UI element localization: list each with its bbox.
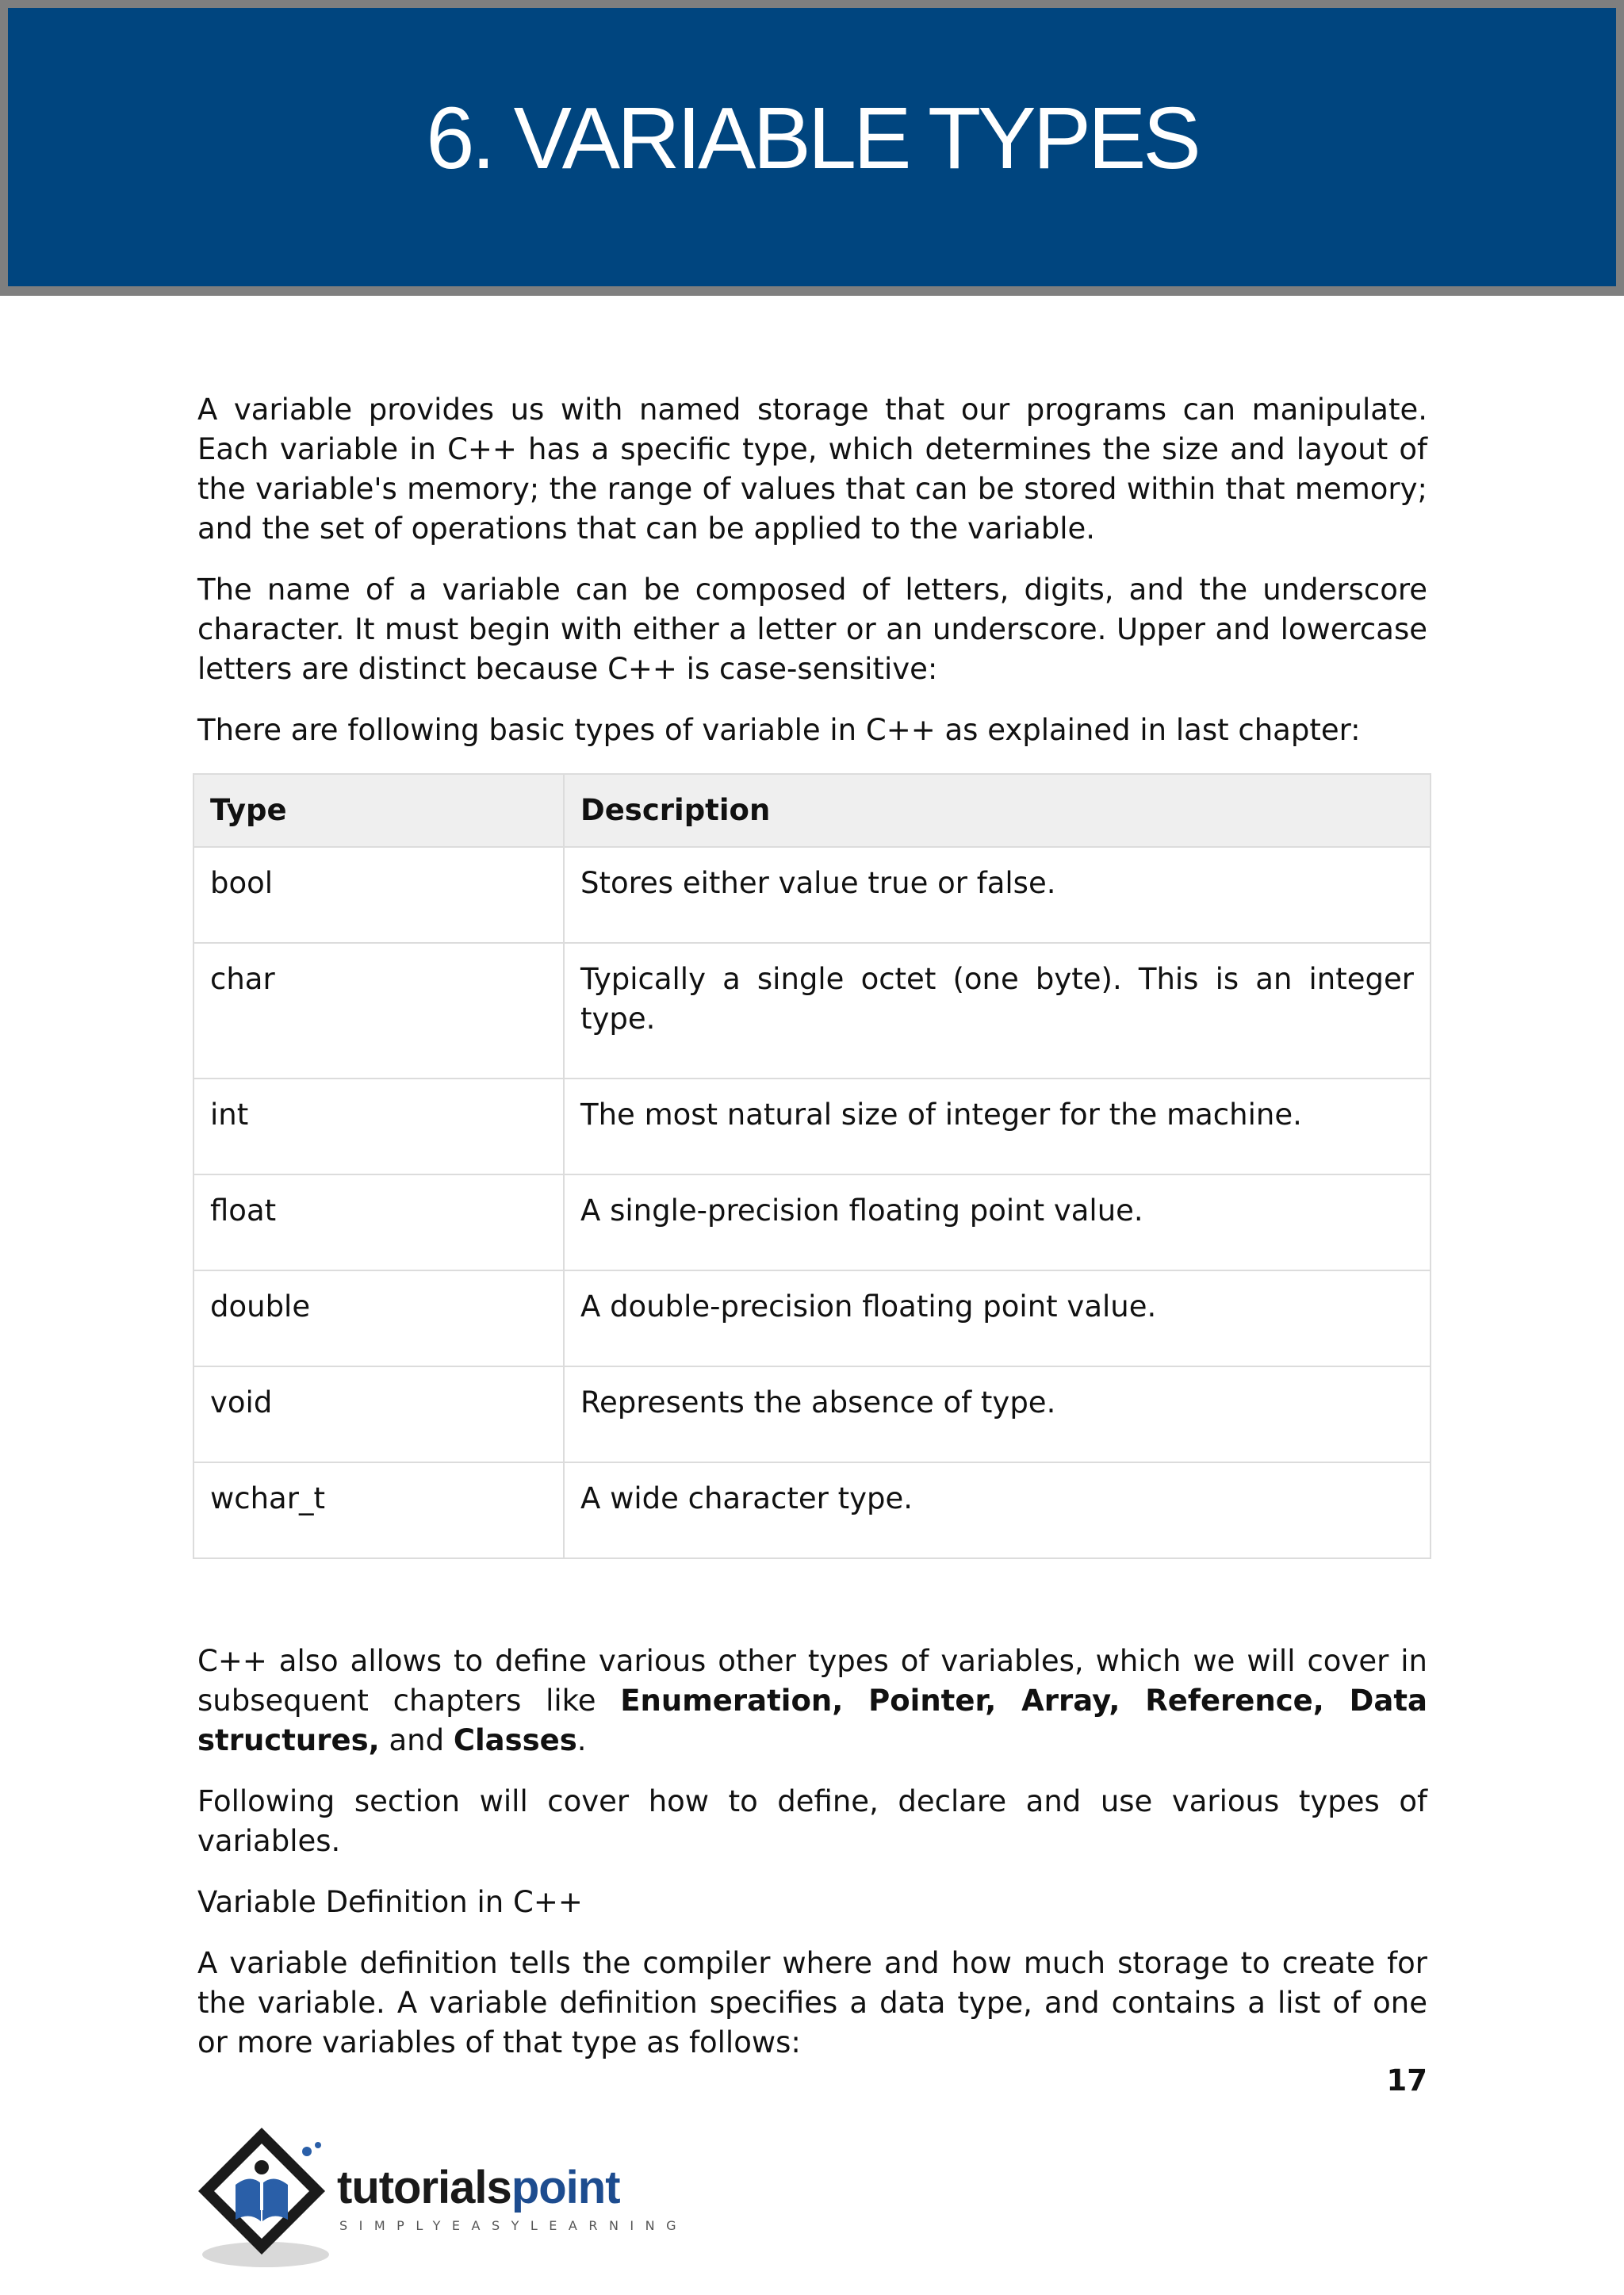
section-subheading: Variable Definition in C++ (197, 1885, 583, 1919)
logo-diamond-icon (194, 2121, 337, 2280)
table-row (193, 1366, 1431, 1462)
other-types-paragraph (197, 1642, 1427, 1761)
other-types-and: and (379, 1723, 454, 1757)
table-row (193, 1079, 1431, 1174)
other-types-lead: C++ also allows to define various other types of variables, which we will cover in subsequent chapters like (197, 1644, 1427, 1718)
description-cell: A wide character type. (564, 1462, 1431, 1558)
page-number: 17 (1386, 2063, 1427, 2098)
description-cell: The most natural size of integer for the machine. (564, 1079, 1431, 1174)
other-types-end: . (576, 1723, 587, 1757)
intro-paragraph-3: There are following basic types of variable in C++ as explained in last chapter: (197, 713, 1361, 747)
following-paragraph: Following section will cover how to define, declare and use various types of variables. (197, 1784, 1427, 1858)
type-cell: bool (193, 847, 564, 943)
page-title: 6. VARIABLE TYPES (426, 90, 1198, 187)
table-row (193, 1270, 1431, 1366)
header-type: Type (193, 774, 564, 847)
table-row (193, 943, 1431, 1079)
logo-tagline: SIMPLYEASYLEARNING (339, 2218, 688, 2233)
description-cell: Stores either value true or false. (564, 847, 1431, 943)
header-description: Description (564, 774, 1431, 847)
logo-wordmark-part2: point (511, 2162, 620, 2213)
table-header-row (193, 774, 1431, 847)
type-cell: wchar_t (193, 1462, 564, 1558)
after-table-section (197, 1642, 1427, 2063)
intro-paragraph-2: The name of a variable can be composed of letters, digits, and the underscore character. It must begin with either a letter or an underscore. Upper and lowercase letters are distinct because C++ is case-sensitive: (197, 573, 1427, 686)
other-types-classes: Classes (453, 1723, 577, 1757)
description-cell: Represents the absence of type. (564, 1366, 1431, 1462)
logo-wordmark-part1: tutorials (337, 2162, 511, 2213)
intro-section (197, 390, 1427, 750)
intro-paragraph-1: A variable provides us with named storage that our programs can manipulate. Each variable in C++ has a specific type, which determines the size and layout of the variable's memory; the range of values that can be stored within that memory; and the set of operations that can be applied to the variable. (197, 393, 1427, 546)
tutorialspoint-logo (194, 2121, 686, 2280)
description-cell: Typically a single octet (one byte). This is an integer type. (564, 943, 1431, 1079)
type-cell: char (193, 943, 564, 1079)
other-types-list: Enumeration, Pointer, Array, Reference, Data structures, (197, 1684, 1427, 1757)
logo-wordmark (337, 2161, 620, 2214)
description-cell: A double-precision floating point value. (564, 1270, 1431, 1366)
table-row (193, 847, 1431, 943)
table-row (193, 1462, 1431, 1558)
type-cell: float (193, 1174, 564, 1270)
type-cell: int (193, 1079, 564, 1174)
type-cell: double (193, 1270, 564, 1366)
variable-types-table (193, 773, 1431, 1559)
type-cell: void (193, 1366, 564, 1462)
definition-paragraph: A variable definition tells the compiler where and how much storage to create for the variable. A variable definition specifies a data type, and contains a list of one or more variables of that type as follows: (197, 1946, 1427, 2059)
table-row (193, 1174, 1431, 1270)
description-cell: A single-precision floating point value. (564, 1174, 1431, 1270)
